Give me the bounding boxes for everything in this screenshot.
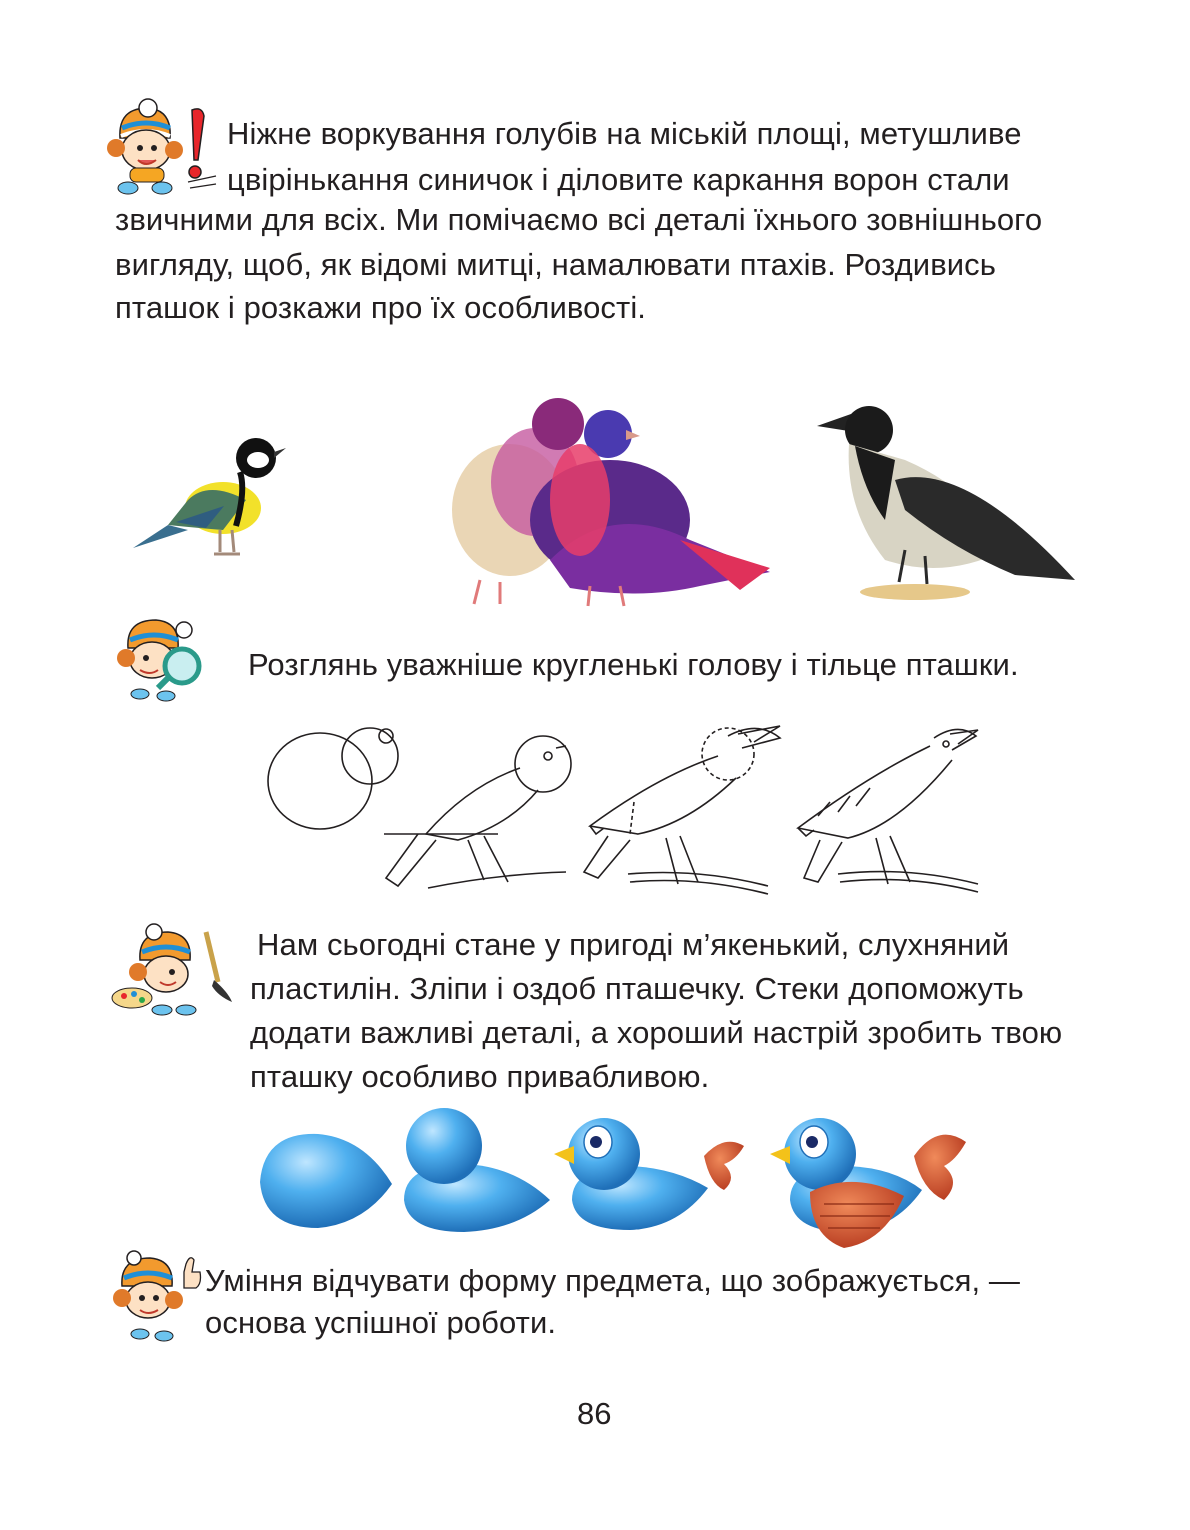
- thumbs-up-icon: [184, 1258, 201, 1288]
- plasticine-step-4: [770, 1118, 966, 1248]
- plasticine-step-2: [404, 1108, 550, 1232]
- plasticine-step-3: [554, 1118, 744, 1230]
- drawing-step-2: [384, 736, 571, 888]
- plasticine-line-2: пластилін. Зліпи і оздоб пташечку. Стеки допоможуть: [250, 971, 1024, 1006]
- intro-line-3: звичними для всіх. Ми помічаємо всі деталі їхнього зовнішнього: [115, 202, 1043, 237]
- pigeons-illustration: [440, 390, 775, 610]
- plasticine-line-3: додати важливі деталі, а хороший настрій зробить твою: [250, 1015, 1063, 1050]
- mascot-thumbs-up: [110, 1250, 202, 1345]
- intro-line-2: цвірінькання синичок і діловите каркання ворон стали: [227, 162, 1010, 197]
- plasticine-line-1: Нам сьогодні стане у пригоді м’якенький, слухняний: [257, 927, 1010, 962]
- intro-line-4: вигляду, щоб, як відомі митці, намалювати птахів. Роздивись: [115, 247, 997, 282]
- exclamation-icon: [188, 109, 216, 188]
- page-number: 86: [577, 1396, 612, 1431]
- mascot-paintbrush: [110, 922, 240, 1022]
- hooded-crow-illustration: [815, 400, 1080, 605]
- conclusion-line-2: основа успішної роботи.: [205, 1305, 557, 1340]
- drawing-step-1: [268, 728, 398, 829]
- mascot-magnifier: [110, 612, 210, 702]
- plasticine-step-1: [260, 1134, 392, 1228]
- intro-line-5: пташок і розкажи про їх особливості.: [115, 290, 647, 325]
- observe-line: Розглянь уважніше кругленькі голову і тільце пташки.: [248, 647, 1019, 682]
- paintbrush-icon: [206, 932, 232, 1002]
- drawing-step-4: [798, 729, 978, 892]
- mascot-exclamation: [100, 98, 220, 198]
- great-tit-illustration: [128, 430, 288, 570]
- drawing-steps: [258, 716, 988, 898]
- plasticine-steps: [254, 1104, 969, 1254]
- plasticine-line-4: пташку особливо привабливою.: [250, 1059, 710, 1094]
- conclusion-line-1: Уміння відчувати форму предмета, що зображується, —: [205, 1263, 1021, 1298]
- intro-line-1: Ніжне воркування голубів на міській площі, метушливе: [227, 116, 1022, 151]
- drawing-step-3: [584, 726, 780, 894]
